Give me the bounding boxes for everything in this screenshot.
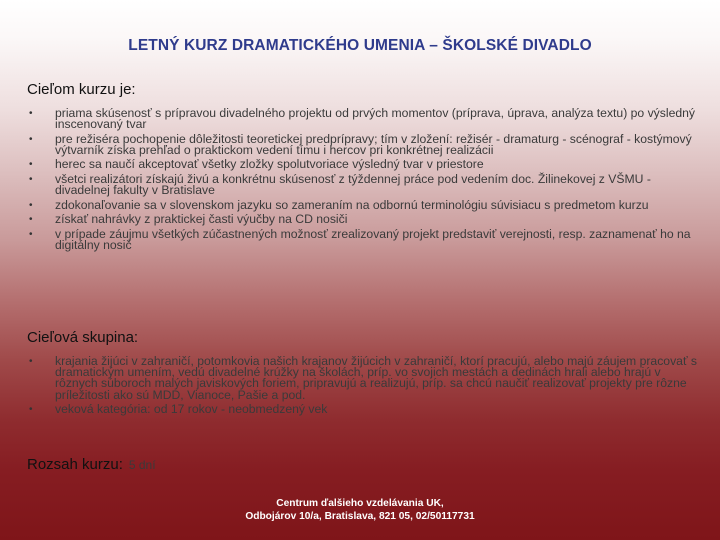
footer-address: Odbojárov 10/a, Bratislava, 821 05, 02/50117731 bbox=[245, 511, 475, 522]
bullet-icon: • bbox=[29, 159, 33, 171]
goals-section bbox=[27, 81, 699, 254]
goals-item-text: všetci realizátori získajú živú a konkrétnu skúsenosť z týždennej práce pod vedením doc. Žilinekovej z VŠMU - divadelnej fakulty v Bratislave bbox=[55, 171, 651, 198]
bullet-icon: • bbox=[29, 133, 33, 145]
slide-title: LETNÝ KURZ DRAMATICKÉHO UMENIA – ŠKOLSKÉ DIVADLO bbox=[128, 37, 592, 54]
bullet-icon: • bbox=[29, 214, 33, 226]
goals-heading: Cieľom kurzu je: bbox=[27, 81, 136, 98]
bullet-icon: • bbox=[29, 404, 33, 416]
goals-item-text: priama skúsenosť s prípravou divadelného projektu od prvých momentov (príprava, úprava, analýza textu) po výsledný inscenovaný tvar bbox=[55, 106, 696, 132]
duration-section bbox=[27, 456, 699, 474]
duration-label: Rozsah kurzu: bbox=[27, 456, 123, 473]
goals-item bbox=[27, 171, 699, 198]
duration-value: 5 dní bbox=[128, 458, 156, 472]
goals-item-text: pre režiséra pochopenie dôležitosti teoretickej predprípravy; tím v zložení: režisér - dramaturg - scénograf - kostýmový výtvarník získa prehľad o praktickom vedení tímu i hercov pri konkrétnej realizácii bbox=[55, 131, 692, 157]
bullet-icon: • bbox=[29, 228, 33, 240]
bullet-icon: • bbox=[29, 108, 33, 119]
goals-item-text: zdokonaľovanie sa v slovenskom jazyku so zameraním na odbornú terminológiu súvisiacu s predmetom kurzu bbox=[55, 197, 649, 212]
footer-organization: Centrum ďalšieho vzdelávania UK, bbox=[276, 498, 444, 509]
target-list bbox=[27, 356, 699, 415]
target-section bbox=[27, 329, 699, 419]
footer bbox=[0, 497, 720, 523]
goals-item bbox=[27, 214, 699, 225]
goals-item-text: herec sa naučí akceptovať všetky zložky spolutvoriace výsledný tvar v priestore bbox=[55, 157, 484, 172]
goals-item bbox=[27, 159, 699, 170]
bullet-icon: • bbox=[29, 173, 33, 185]
bullet-icon: • bbox=[29, 356, 33, 367]
goals-item bbox=[27, 131, 699, 157]
goals-item bbox=[27, 226, 699, 252]
target-item-text: krajania žijúci v zahraničí, potomkovia našich krajanov žijúcich v zahraničí, ktorí pracujú, alebo majú záujem pracovať s dramatickým umením, vedú divadelné krúžky na školách, príp. vo svojich mestách a dedinách hrali alebo hrajú v rôznych súboroch malých javiskových foriem, pripravujú a realizujú, príp. sa chcú naučiť realizovať projekty pre rôzne príležitosti ako sú MDD, Vianoce, Pašie a pod. bbox=[55, 354, 697, 402]
bullet-icon: • bbox=[29, 199, 33, 211]
goals-list bbox=[27, 108, 699, 251]
goals-item bbox=[27, 108, 699, 130]
goals-item bbox=[27, 197, 699, 212]
target-item bbox=[27, 404, 699, 415]
target-item bbox=[27, 356, 699, 401]
goals-item-text: získať nahrávky z praktickej časti výučby na CD nosiči bbox=[55, 212, 348, 227]
target-heading: Cieľová skupina: bbox=[27, 329, 139, 346]
target-item-text: veková kategória: od 17 rokov - neobmedzený vek bbox=[55, 402, 328, 417]
goals-item-text: v prípade záujmu všetkých zúčastnených možnosť zrealizovaný projekt predstaviť verejnosti, resp. zaznamenať ho na digitálny nosič bbox=[55, 226, 691, 252]
